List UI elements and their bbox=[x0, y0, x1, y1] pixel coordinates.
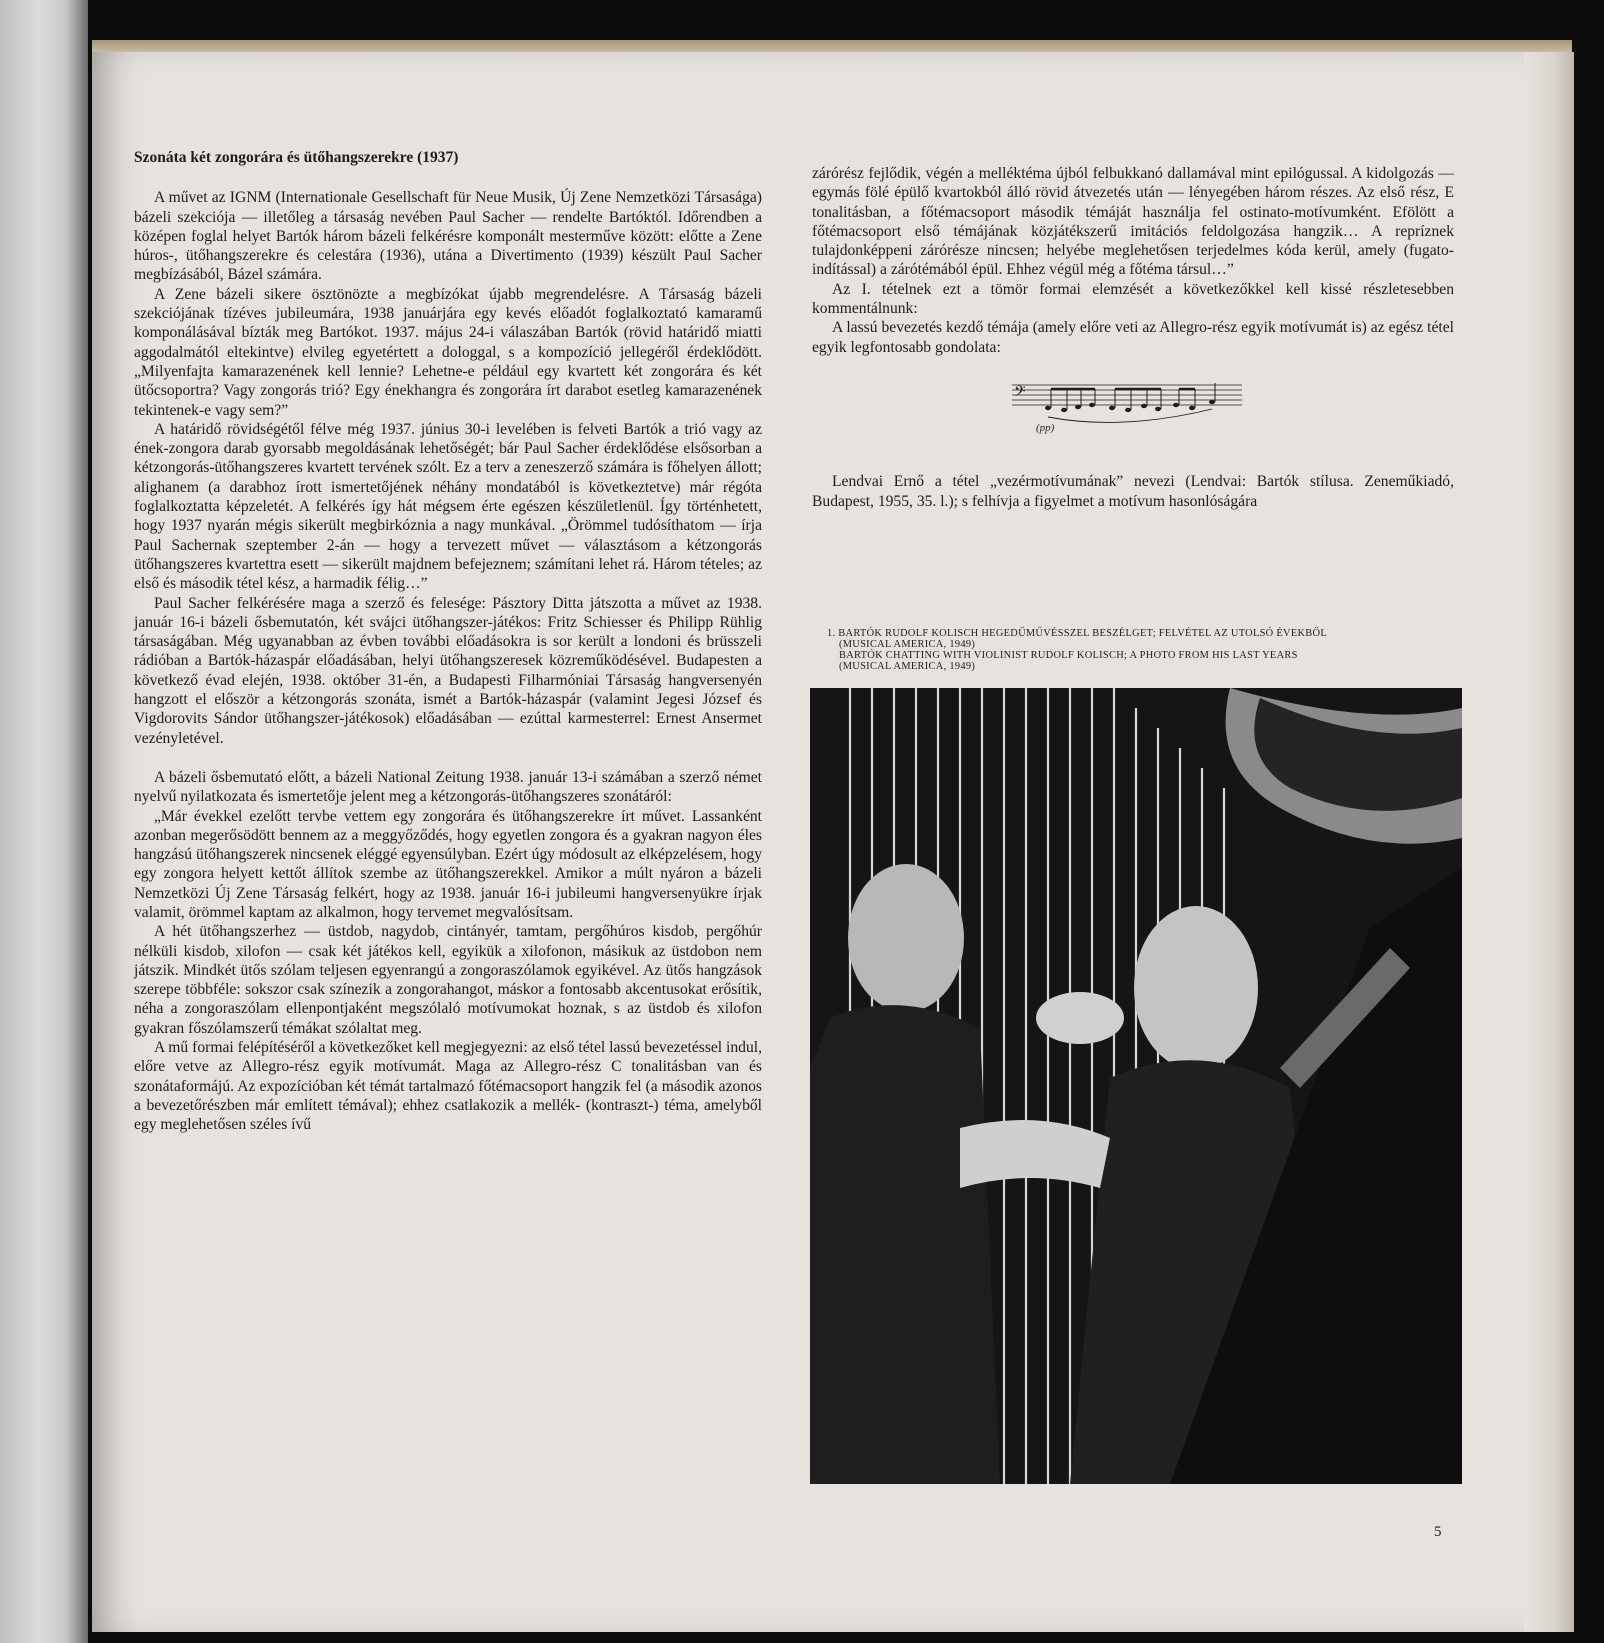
photo-caption bbox=[827, 628, 1467, 672]
paragraph: A bázeli ősbemutató előtt, a bázeli National Zeitung 1938. január 13-i számában a szerző német nyelvű nyilatkozata és ismertetője jelent meg a kétzongorás-ütőhangszeres szonátáról: bbox=[134, 768, 762, 806]
right-column bbox=[812, 164, 1454, 511]
paragraph: A Zene bázeli sikere ösztönözte a megbízókat újabb megrendelésre. A Társaság bázeli szekciójának tízéves jubileumára, 1938 januárjára egy kevés előadót foglalkoztató kamaramű komponálásával bízták meg Bartókot. 1937. május 24-i válaszában Bartók (rövid határidő miatti aggodalmától eltekintve) elvileg egyetértett a dologgal, s a kompozíció jellegéről érdeklődött. „Milyenfajta kamarazenének kell lennie? Lehetne-e például egy kvartett két zongorára és két ütőcsoportra? Vagy zongorás trió? Egy énekhangra és zongorára írt darabot esetleg kamarazenének tekintenek-e vagy sem?” bbox=[134, 285, 762, 419]
paragraph-gap bbox=[134, 748, 762, 768]
caption-en-line2: (MUSICAL AMERICA, 1949) bbox=[839, 661, 976, 672]
left-page-edge bbox=[0, 0, 88, 1643]
page-number: 5 bbox=[1434, 1524, 1442, 1540]
paragraph: Lendvai Ernő a tétel „vezérmotívumának” nevezi (Lendvai: Bartók stílusa. Zeneműkiadó, Budapest, 1955, 35. l.); s felhívja a figyelmet a motívum hasonlóságára bbox=[812, 473, 1454, 510]
music-notation-example bbox=[1012, 375, 1242, 435]
quote-paragraph: A hét ütőhangszerhez — üstdob, nagydob, cintányér, tamtam, pergőhúros kisdob, pergőhúr nélküli kisdob, xilofon — csak két játékos kell, egyikük a xilofonon, másikuk az üstdobon nem játszik. Mindkét ütős szólam teljesen egyenrangú a zongoraszólamok egyikével. Az ütős hangzások szerepe többféle: sokszor csak színezik a zongorahangot, máskor a fontosabb akcentusokat erősítik, néha a zongoraszólam ellenpontjaként megszólaló motívumokat hoznak, s az üstdob és xilofon gyakran főszólamszerű témákat szólaltat meg. bbox=[134, 923, 762, 1037]
caption-en-line1: BARTÓK CHATTING WITH VIOLINIST RUDOLF KOLISCH; A PHOTO FROM HIS LAST YEARS bbox=[839, 650, 1298, 661]
paragraph: A határidő rövidségétől félve még 1937. június 30-i levelében is felveti Bartók a trió vagy az ének-zongora darab gyorsabb megoldásának lehetőségét; bár Paul Sacher érdeklődése elsősorban a kétzongorás-ütőhangszeres kvartett tervének szólt. Ez a terv a zeneszerző számára is főhelyen állott; alighanem (a darabhoz írott ismertetőjének néhány mondatából is következtetve) már régóta foglalkoztatta képzeletét. A felkérés így hát mégsem érte egészen készületlenül. Így történhetett, hogy 1937 nyarán mégis sikerült megbirkóznia a nagy munkával. „Örömmel tudósíthatom — írja Paul Sachernak szeptember 2-án — hogy a tervezett művet — választásom a kétzongorás ütőhangszeres kvartettra esett — sikerült majdnem befejeznem; számítani lehet rá. Három tételes; az első és második tétel kész, a harmadik félig…” bbox=[134, 420, 762, 593]
left-column bbox=[134, 148, 762, 1135]
caption-hu-line1: 1. BARTÓK RUDOLF KOLISCH HEGEDŰMŰVÉSSZEL BESZÉLGET; FELVÉTEL AZ UTOLSÓ ÉVEKBŐL bbox=[827, 628, 1327, 639]
dynamic-marking: (pp) bbox=[1036, 421, 1055, 434]
photo-illustration bbox=[810, 688, 1462, 1484]
page-right-edge bbox=[1524, 52, 1574, 1632]
quote-paragraph: A mű formai felépítéséről a következőket kell megjegyezni: az első tétel lassú bevezetéssel indul, előre vetve az Allegro-rész egyik motívumát. Maga az Allegro-rész C tonalitásban van és szonátaformájú. Az expozícióban két témát tartalmazó főtémacsoport hangzik fel (a második azonos a bevezetőrészben már említett témával); ehhez csatlakozik a mellék- (kontraszt-) téma, amelyből egy meglehetősen széles ívű bbox=[134, 1039, 762, 1134]
svg-text:𝄢: 𝄢 bbox=[1014, 382, 1026, 404]
paragraph: A lassú bevezetés kezdő témája (amely előre veti az Allegro-rész egyik motívumát is) az egész tétel egyik legfontosabb gondolata: bbox=[812, 319, 1454, 356]
caption-hu-line2: (MUSICAL AMERICA, 1949) bbox=[839, 639, 976, 650]
paragraph: Paul Sacher felkérésére maga a szerző és felesége: Pásztory Ditta játszotta a művet az 1938. január 16-i bázeli ősbemutatón, két svájci ütőhangszer-játékos: Fritz Schiesser és Philipp Rühlig társaságában. Még ugyanabban az évben további előadásokra is sor került a londoni és brüsszeli rádióban a Bartók-házaspár előadásában, helyi ütőhangszeresek közreműködésével. Budapesten a következő évad elején, 1938. október 31-én, a Budapesti Filharmóniai Társaság hangversenyén hangzott el először a kétzongorás szonáta, ismét a Bartók-házaspár (valamint Jegesi József és Vigdorovits Sándor ütőhangszer-játékosok) előadásában — ezúttal karmesterrel: Ernest Ansermet vezényletével. bbox=[134, 594, 762, 747]
paragraph-continued: zárórész fejlődik, végén a melléktéma újból felbukkanó dallamával mint epilógussal. A kidolgozás — egymás fölé épülő kvartokból álló rövid átvezetés után — lényegében három részes. Az első rész, E tonalitásban, a főtémacsoport második témáját használja fel ostinato-motívumként. Efölött a főtémacsoport első témájának közjátékszerű imitációs feldolgozása hangzik… A repríznek tulajdonképpeni zárórésze nincsen; helyébe meglehetősen terjedelmes kóda kerül, amely (fugato-indítással) a zárótémából épül. Ehhez végül még a főtéma társul…” bbox=[812, 165, 1454, 279]
book-page bbox=[92, 52, 1574, 1632]
quote-paragraph: „Már évekkel ezelőtt tervbe vettem egy zongorára és ütőhangszerekre írt művet. Lassanként azonban megerősödött bennem az a meggyőződés, hogy egyetlen zongora és a gyakran nagyon éles hangzású ütőhangszerek nincsenek eléggé egyensúlyban. Ezért úgy módosult az elképzelésem, hogy egy zongora helyett kettőt állítok szembe az ütőhangszerekkel. Amikor a múlt nyáron a bázeli Nemzetközi Új Zene Társaság felkért, hogy az 1938. január 16-i jubileumi hangversenyükre írjak valamit, örömmel kaptam az alkalmon, hogy tervemet megvalósítsam. bbox=[134, 807, 762, 921]
photo-bartok-kolisch bbox=[810, 688, 1462, 1484]
section-heading: Szonáta két zongorára és ütőhangszerekre (1937) bbox=[134, 149, 459, 166]
paragraph: Az I. tételnek ezt a tömör formai elemzését a következőkkel kell kissé részletesebben kommentálnunk: bbox=[812, 280, 1454, 318]
paragraph: A művet az IGNM (Internationale Gesellschaft für Neue Musik, Új Zene Nemzetközi Társasága) bázeli szekciója — illetőleg a társaság nevében Paul Sacher — rendelte Bartóktól. Időrendben a középen foglal helyet Bartók három bázeli felkérésre komponált mesterműve között: előtte a Zene húros-, ütőhangszerekre és celestára (1936), utána a Divertimento (1939) készült Paul Sacher megbízásából, Bázel számára. bbox=[134, 189, 762, 284]
